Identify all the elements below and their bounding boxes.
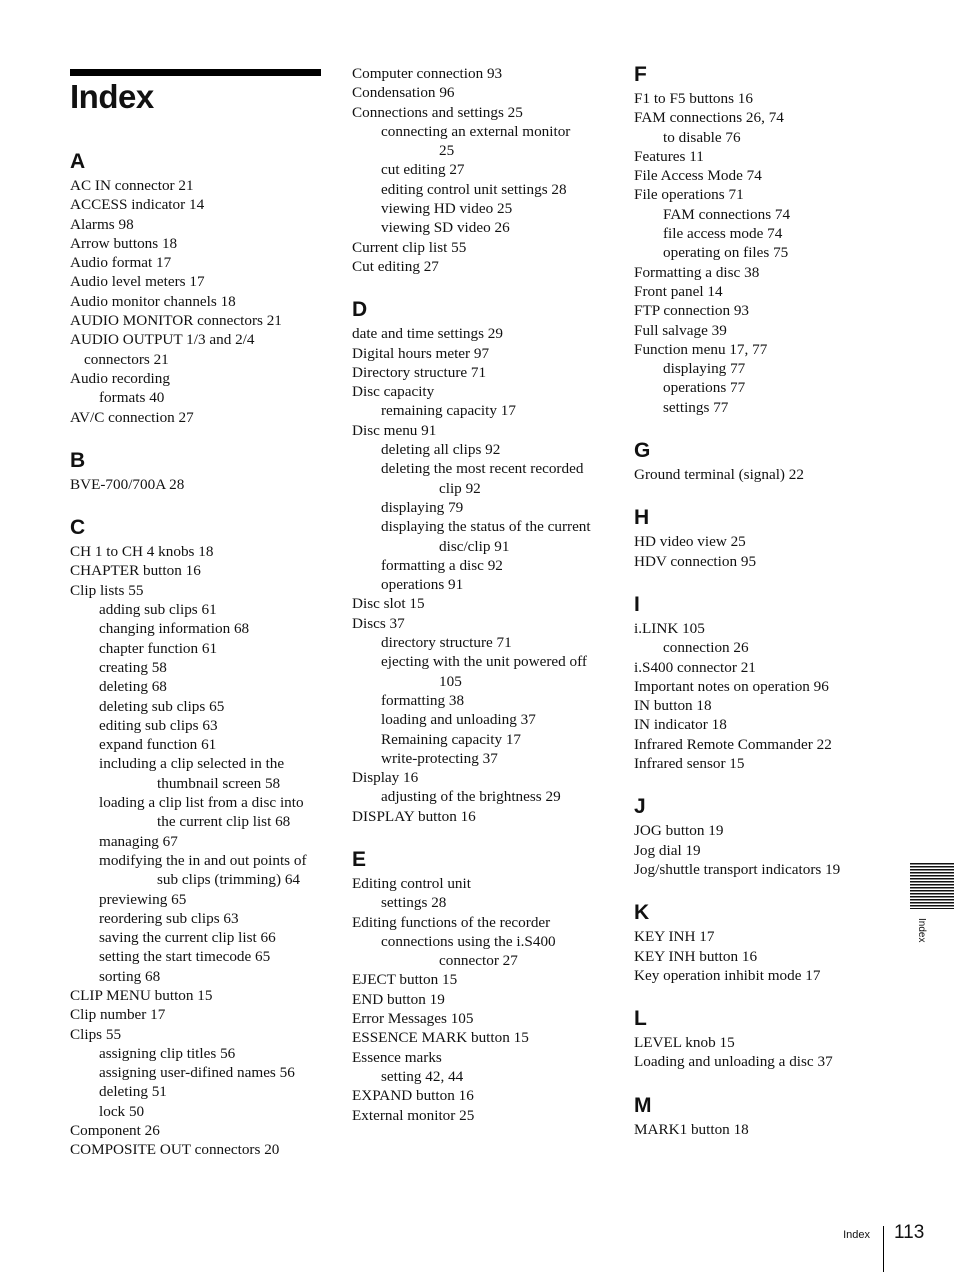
- index-entry: BVE-700/700A 28: [70, 475, 185, 493]
- index-subentry: including a clip selected in the: [99, 755, 285, 773]
- section-letter-c: C: [70, 516, 86, 540]
- index-entry: COMPOSITE OUT connectors 20: [70, 1141, 280, 1159]
- index-entry: Condensation 96: [352, 84, 455, 102]
- index-entry: FAM connections 26, 74: [634, 109, 784, 127]
- index-subentry: reordering sub clips 63: [99, 909, 239, 927]
- index-entry: EJECT button 15: [352, 971, 458, 989]
- index-subentry: write-protecting 37: [381, 749, 498, 767]
- index-subentry: operations 77: [663, 379, 746, 397]
- index-entry: Audio recording: [70, 369, 170, 387]
- index-subentry: assigning user-difined names 56: [99, 1064, 295, 1082]
- index-entry: date and time settings 29: [352, 325, 503, 343]
- thumb-index-tab: [910, 863, 954, 909]
- index-subentry: viewing HD video 25: [381, 200, 513, 218]
- index-entry: Audio format 17: [70, 254, 172, 272]
- index-subentry: previewing 65: [99, 890, 187, 908]
- section-letter-a: A: [70, 150, 86, 173]
- index-entry: FTP connection 93: [634, 302, 750, 320]
- index-subentry: displaying 79: [381, 498, 464, 516]
- index-subentry: thumbnail screen 58: [157, 774, 281, 792]
- index-entry: AUDIO MONITOR connectors 21: [70, 312, 282, 330]
- index-subentry: formats 40: [99, 389, 165, 407]
- index-subentry: managing 67: [99, 832, 178, 850]
- index-subentry: operating on files 75: [663, 244, 789, 262]
- index-subentry: saving the current clip list 66: [99, 929, 276, 947]
- index-entry: END button 19: [352, 990, 445, 1008]
- index-entry: JOG button 19: [634, 822, 724, 840]
- index-entry: Essence marks: [352, 1048, 442, 1066]
- index-subentry: expand function 61: [99, 736, 217, 754]
- index-subentry: operations 91: [381, 576, 464, 594]
- side-tab-label: Index: [916, 918, 927, 943]
- index-entry: Jog/shuttle transport indicators 19: [634, 860, 841, 878]
- index-subentry: deleting 51: [99, 1083, 167, 1101]
- index-subentry: lock 50: [99, 1102, 145, 1120]
- index-entry: ACCESS indicator 14: [70, 196, 205, 214]
- index-entry: Discs 37: [352, 614, 405, 632]
- index-subentry: setting the start timecode 65: [99, 948, 271, 966]
- index-subentry: modifying the in and out points of: [99, 851, 307, 869]
- index-entry: File Access Mode 74: [634, 167, 762, 185]
- index-subentry: setting 42, 44: [381, 1067, 464, 1085]
- section-letter-d: D: [352, 298, 368, 322]
- index-entry: LEVEL knob 15: [634, 1034, 735, 1052]
- section-letter-i: I: [634, 592, 640, 616]
- index-subentry: deleting sub clips 65: [99, 697, 225, 715]
- index-subentry: assigning clip titles 56: [99, 1044, 236, 1062]
- index-subentry: loading a clip list from a disc into: [99, 794, 304, 812]
- index-column-3: [634, 63, 840, 1139]
- index-entry: MARK1 button 18: [634, 1120, 749, 1138]
- footer-divider: [883, 1226, 884, 1272]
- section-letter-e: E: [352, 847, 367, 871]
- index-entry: File operations 71: [634, 186, 744, 204]
- index-entry: Clip lists 55: [70, 581, 144, 599]
- index-subentry: settings 77: [663, 398, 729, 416]
- index-subentry: cut editing 27: [381, 161, 465, 179]
- index-subentry: connection 26: [663, 639, 749, 657]
- index-entry: AUDIO OUTPUT 1/3 and 2/4: [70, 331, 255, 349]
- index-entry: Connections and settings 25: [352, 103, 523, 121]
- index-subentry: the current clip list 68: [157, 813, 291, 831]
- index-entry: Features 11: [634, 147, 704, 165]
- footer-section-label: Index: [843, 1229, 870, 1241]
- index-subentry: displaying 77: [663, 360, 746, 378]
- index-subentry: connectors 21: [84, 350, 169, 368]
- index-subentry: editing sub clips 63: [99, 716, 218, 734]
- index-entry: Display 16: [352, 769, 419, 787]
- index-subentry: loading and unloading 37: [381, 711, 536, 729]
- index-entry: Editing control unit: [352, 874, 471, 892]
- index-subentry: remaining capacity 17: [381, 402, 516, 420]
- index-entry: Important notes on operation 96: [634, 677, 829, 695]
- index-entry: Component 26: [70, 1122, 160, 1140]
- index-subentry: viewing SD video 26: [381, 219, 510, 237]
- index-column-1: [70, 150, 307, 1160]
- index-entry: CH 1 to CH 4 knobs 18: [70, 543, 214, 561]
- index-entry: Computer connection 93: [352, 65, 503, 82]
- index-entry: Arrow buttons 18: [70, 234, 178, 252]
- index-subentry: chapter function 61: [99, 639, 218, 657]
- index-column-2: [352, 64, 591, 1125]
- index-entry: Digital hours meter 97: [352, 344, 490, 362]
- index-subentry: sorting 68: [99, 967, 161, 985]
- index-entry: Front panel 14: [634, 282, 723, 300]
- index-entry: HDV connection 95: [634, 552, 757, 570]
- index-entry: EXPAND button 16: [352, 1087, 474, 1105]
- section-letter-g: G: [634, 439, 651, 463]
- section-letter-b: B: [70, 448, 86, 472]
- index-subentry: FAM connections 74: [663, 205, 791, 223]
- index-entry: IN button 18: [634, 697, 712, 715]
- index-entry: Loading and unloading a disc 37: [634, 1053, 833, 1071]
- index-entry: AC IN connector 21: [70, 177, 194, 194]
- section-letter-k: K: [634, 901, 650, 925]
- index-entry: Current clip list 55: [352, 238, 467, 256]
- index-subentry: deleting the most recent recorded: [381, 460, 584, 478]
- index-subentry: 25: [439, 142, 455, 160]
- index-entry: Clips 55: [70, 1025, 122, 1043]
- section-letter-h: H: [634, 506, 650, 530]
- index-subentry: Remaining capacity 17: [381, 730, 522, 748]
- index-entry: AV/C connection 27: [70, 408, 194, 426]
- index-subentry: file access mode 74: [663, 225, 783, 243]
- index-entry: Key operation inhibit mode 17: [634, 966, 821, 984]
- index-entry: Disc slot 15: [352, 595, 425, 613]
- index-subentry: to disable 76: [663, 128, 741, 146]
- index-entry: i.S400 connector 21: [634, 658, 756, 676]
- index-entry: KEY INH 17: [634, 928, 715, 946]
- index-entry: Full salvage 39: [634, 321, 727, 339]
- index-subentry: connector 27: [439, 952, 518, 970]
- index-entry: CLIP MENU button 15: [70, 986, 213, 1004]
- index-entry: Disc capacity: [352, 383, 435, 401]
- index-entry: Audio level meters 17: [70, 273, 205, 291]
- title-rule: [70, 69, 321, 76]
- index-entry: IN indicator 18: [634, 716, 727, 734]
- index-entry: Directory structure 71: [352, 363, 487, 381]
- index-subentry: adjusting of the brightness 29: [381, 788, 561, 806]
- index-subentry: connecting an external monitor: [381, 122, 571, 140]
- index-subentry: settings 28: [381, 894, 447, 912]
- index-subentry: displaying the status of the current: [381, 518, 591, 536]
- index-subentry: creating 58: [99, 658, 167, 676]
- index-subentry: deleting all clips 92: [381, 441, 501, 459]
- index-entry: ESSENCE MARK button 15: [352, 1029, 529, 1047]
- section-letter-j: J: [634, 795, 646, 819]
- index-subentry: clip 92: [439, 479, 481, 497]
- index-entry: Ground terminal (signal) 22: [634, 466, 804, 484]
- index-subentry: connections using the i.S400: [381, 932, 556, 950]
- index-subentry: formatting a disc 92: [381, 556, 503, 574]
- index-entry: KEY INH button 16: [634, 947, 758, 965]
- index-subentry: disc/clip 91: [439, 537, 510, 555]
- index-subentry: sub clips (trimming) 64: [157, 871, 301, 889]
- index-entry: Disc menu 91: [352, 421, 437, 439]
- index-subentry: changing information 68: [99, 620, 250, 638]
- section-letter-f: F: [634, 63, 647, 86]
- index-entry: Function menu 17, 77: [634, 340, 768, 358]
- index-entry: F1 to F5 buttons 16: [634, 90, 753, 107]
- index-subentry: directory structure 71: [381, 634, 512, 652]
- page-number: 113: [894, 1222, 925, 1243]
- index-entry: External monitor 25: [352, 1106, 475, 1124]
- index-entry: Infrared Remote Commander 22: [634, 735, 832, 753]
- index-entry: Infrared sensor 15: [634, 755, 745, 773]
- section-letter-m: M: [634, 1093, 652, 1117]
- index-entry: CHAPTER button 16: [70, 562, 201, 580]
- index-entry: i.LINK 105: [634, 619, 705, 637]
- index-entry: Cut editing 27: [352, 257, 439, 275]
- index-entry: Audio monitor channels 18: [70, 292, 236, 310]
- index-subentry: adding sub clips 61: [99, 601, 217, 619]
- index-entry: Clip number 17: [70, 1006, 166, 1024]
- index-entry: Jog dial 19: [634, 841, 701, 859]
- index-entry: Error Messages 105: [352, 1010, 474, 1028]
- index-subentry: 105: [439, 672, 462, 690]
- index-entry: DISPLAY button 16: [352, 807, 476, 825]
- index-entry: Formatting a disc 38: [634, 263, 760, 281]
- index-subentry: ejecting with the unit powered off: [381, 653, 587, 671]
- index-subentry: deleting 68: [99, 678, 167, 696]
- index-entry: Alarms 98: [70, 215, 134, 233]
- page-title: Index: [70, 78, 154, 115]
- index-entry: HD video view 25: [634, 533, 746, 551]
- section-letter-l: L: [634, 1007, 647, 1031]
- index-entry: Editing functions of the recorder: [352, 913, 551, 931]
- index-subentry: formatting 38: [381, 691, 465, 709]
- index-subentry: editing control unit settings 28: [381, 180, 567, 198]
